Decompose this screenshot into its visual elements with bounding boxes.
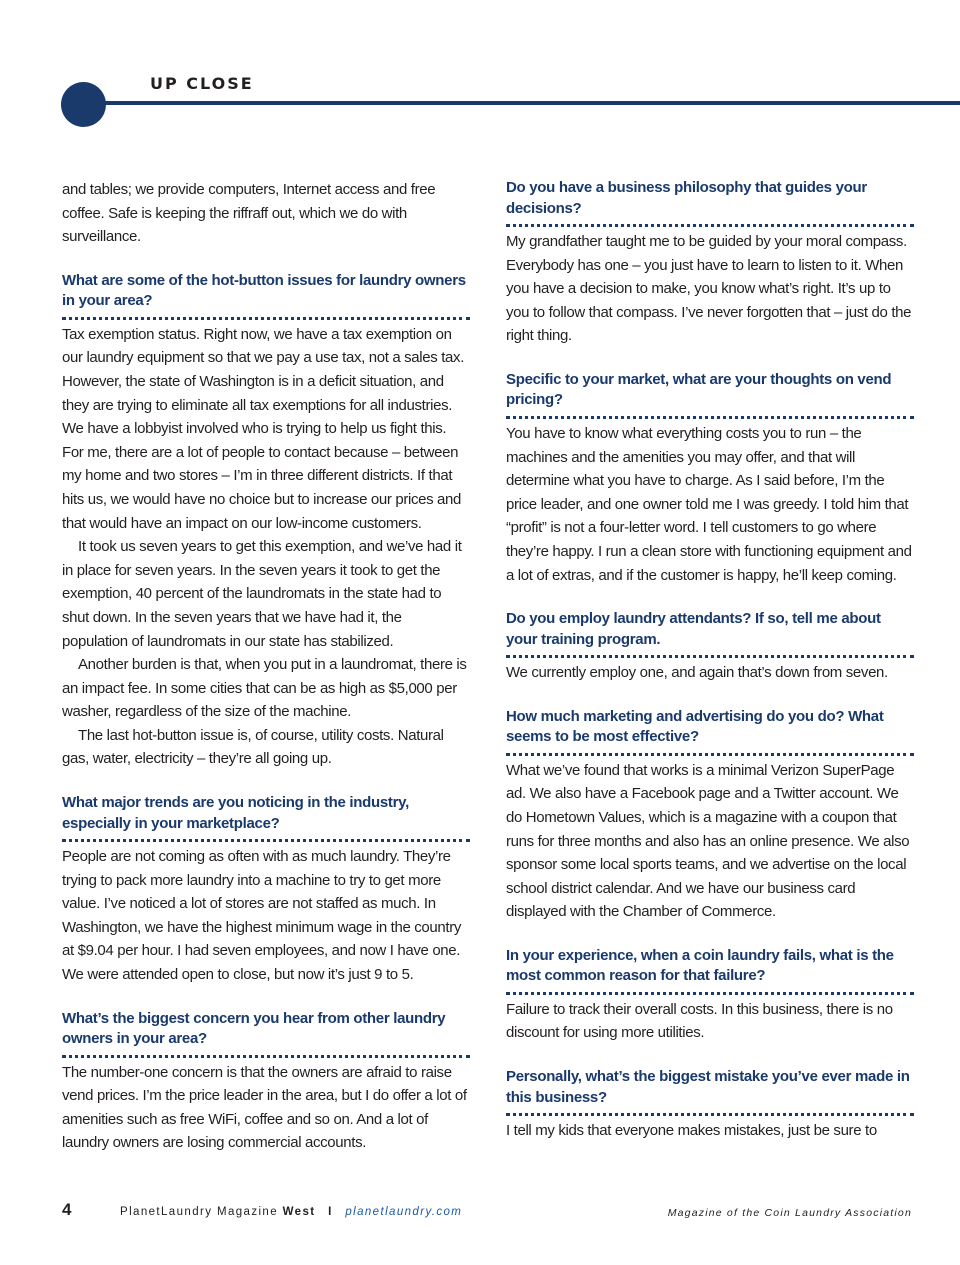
question-marketing: How much marketing and advertising do you do? What seems to be most effective?: [506, 707, 914, 756]
intro-paragraph: and tables; we provide computers, Internet access and free coffee. Safe is keeping the riffraff out, which we do with surveillance.: [62, 181, 436, 246]
answer-paragraph: The last hot-button issue is, of course, utility costs. Natural gas, water, electricity – they’re all going up.: [62, 726, 444, 768]
answer-paragraph: We currently employ one, and again that’s down from seven.: [506, 664, 888, 682]
section-title: UP CLOSE: [150, 74, 254, 93]
association-tagline: Magazine of the Coin Laundry Association: [667, 1207, 912, 1219]
answer-paragraph: I tell my kids that everyone makes mistakes, just be sure to: [506, 1122, 877, 1140]
question-major-trends: What major trends are you noticing in the industry, especially in your marketplace?: [62, 793, 470, 842]
right-column: [506, 178, 914, 1143]
publication-name: PlanetLaundry Magazine: [120, 1206, 279, 1218]
answer-paragraph: Tax exemption status. Right now, we have a tax exemption on our laundry equipment so that we pay a use tax, not a sales tax. However, the state of Washington is in a deficit situation, and they are trying to eliminate all tax exemptions for all industries. We have a lobbyist involved who is trying to help us fight this. For me, there are a lot of people to contact because – between my home and two stores – I’m in three different districts. If that hits us, we would have no choice but to increase our prices and that would have an impact on our low-income customers.: [62, 325, 465, 532]
header-rule: [84, 101, 960, 105]
question-laundry-attendants: Do you employ laundry attendants? If so, tell me about your training program.: [506, 609, 914, 658]
answer-paragraph: Failure to track their overall costs. In this business, there is no discount for using more utilities.: [506, 1000, 893, 1042]
question-vend-pricing: Specific to your market, what are your thoughts on vend pricing?: [506, 370, 914, 419]
answer-paragraph: People are not coming as often with as much laundry. They’re trying to pack more laundry into a machine to try to get more value. I’ve noticed a lot of stores are not staffed as much. In Washington, we have the highest minimum wage in the country at $9.04 per hour. I had seven employees, and now I have one. We were attended open to close, but now it’s just 9 to 5.: [62, 848, 462, 984]
answer-paragraph: You have to know what everything costs you to run – the machines and the amenities you may offer, and that will determine what you have to charge. As I said before, I’m the price leader, and one owner told me I was greedy. I told him that “profit” is not a four-letter word. I tell customers to go where they’re happy. I run a clean store with functioning equipment and a lot of extras, and if the customer is happy, he’ll keep coming.: [506, 424, 912, 584]
question-failure-reason: In your experience, when a coin laundry fails, what is the most common reason for that failure?: [506, 946, 914, 995]
website-link[interactable]: planetlaundry.com: [345, 1206, 463, 1218]
question-business-philosophy: Do you have a business philosophy that guides your decisions?: [506, 178, 914, 227]
answer-paragraph: It took us seven years to get this exemption, and we’ve had it in place for seven years. In the seven years it took to get the exemption, 40 percent of the laundromats in the state had to shut down. In the seven years that we have had it, the population of laundromats in our state has stabilized.: [62, 538, 462, 650]
question-biggest-concern: What’s the biggest concern you hear from other laundry owners in your area?: [62, 1009, 470, 1058]
publication-credit: [120, 1206, 462, 1218]
answer-paragraph: What we’ve found that works is a minimal Verizon SuperPage ad. We also have a Facebook page and a Twitter account. We do Hometown Values, which is a magazine with a coupon that runs for three months and also has an online presence. We also sponsor some local sports teams, and we advertise on the local school district calendar. And we have our business card displayed with the Chamber of Commerce.: [506, 761, 910, 921]
question-hot-button-issues: What are some of the hot-button issues for laundry owners in your area?: [62, 271, 470, 320]
publication-edition: West: [282, 1206, 316, 1218]
left-column: [62, 178, 470, 1155]
answer-paragraph: Another burden is that, when you put in a laundromat, there is an impact fee. In some cities that can be as high as $5,000 per washer, regardless of the size of the machine.: [62, 656, 467, 721]
footer-separator: I: [328, 1206, 333, 1218]
answer-paragraph: The number-one concern is that the owners are afraid to raise vend prices. I’m the price leader in the area, but I do offer a lot of amenities such as free WiFi, coffee and so on. And a lot of laundry owners are losing commercial accounts.: [62, 1063, 467, 1152]
page-number: 4: [62, 1200, 72, 1219]
answer-paragraph: My grandfather taught me to be guided by your moral compass. Everybody has one – you just have to learn to listen to it. When you have a decision to make, you know what’s right. It’s up to you to follow that compass. I’ve never forgotten that – just do the right thing.: [506, 233, 912, 345]
question-biggest-mistake: Personally, what’s the biggest mistake you’ve ever made in this business?: [506, 1067, 914, 1116]
